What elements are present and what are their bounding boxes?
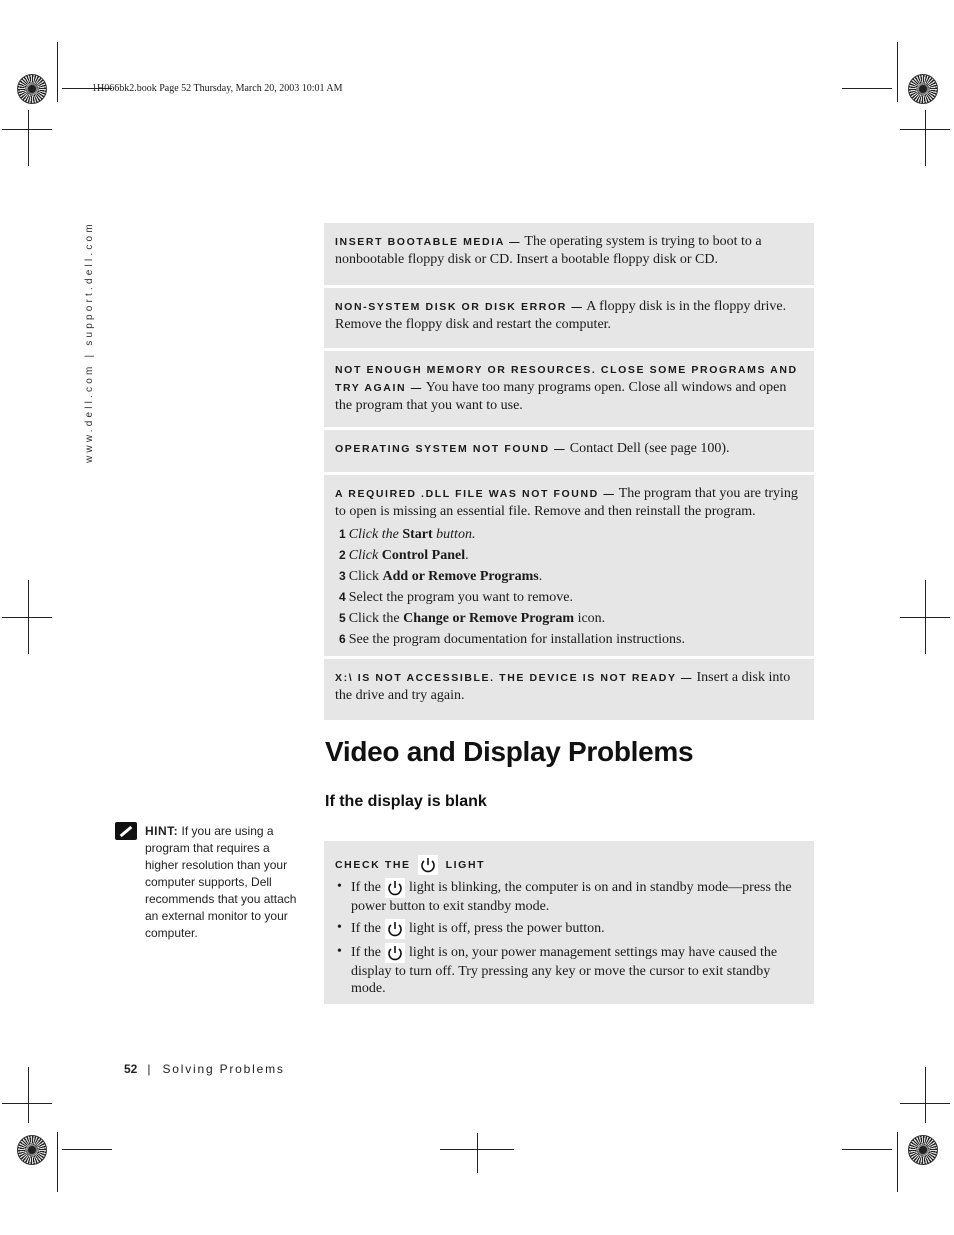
- list-item: • If the light is on, your power management settings may have caused the display to turn off. Try pressing any key or move the cursor to exit standby mode.: [335, 943, 804, 997]
- error-text: A floppy disk is in the floppy drive. Remove the floppy disk and restart the computer.: [335, 299, 787, 332]
- dll-steps-list: [339, 524, 804, 650]
- list-item: 2 Click Control Panel.: [339, 548, 469, 563]
- error-box-insert-bootable-media: [324, 223, 814, 285]
- error-text: The program that you are trying to open is missing an essential file. Remove and then reinstall the program.: [335, 486, 798, 519]
- list-item: 4 Select the program you want to remove.: [339, 590, 574, 605]
- hint-label: HINT:: [145, 824, 179, 838]
- error-box-device-not-ready: [324, 659, 814, 720]
- registration-rosette-icon: [17, 1135, 47, 1165]
- check-light-bullets: [335, 878, 804, 997]
- check-light-box: [324, 841, 814, 1004]
- error-box-os-not-found: [324, 430, 814, 472]
- registration-rosette-icon: [17, 74, 47, 104]
- hint-text: If you are using a program that requires a higher resolution than your computer supports, Dell recommends that you attach an external monitor to your computer.: [145, 824, 297, 940]
- hint-note: [145, 823, 301, 942]
- power-icon: [385, 919, 405, 939]
- error-box-dll-not-found: [324, 475, 814, 656]
- pencil-note-icon: [115, 822, 137, 840]
- section-subtitle: If the display is blank: [325, 793, 487, 810]
- list-item: 6 See the program documentation for installation instructions.: [339, 632, 686, 647]
- error-text: You have too many programs open. Close all windows and open the program that you want to use.: [335, 380, 787, 413]
- error-title: OPERATING SYSTEM NOT FOUND —: [335, 443, 567, 455]
- registration-rosette-icon: [908, 74, 938, 104]
- error-box-non-system-disk: [324, 288, 814, 348]
- footer-section: Solving Problems: [162, 1062, 285, 1076]
- error-title: X:\ IS NOT ACCESSIBLE. THE DEVICE IS NOT READY —: [335, 672, 694, 684]
- error-title: NOT ENOUGH MEMORY OR RESOURCES. CLOSE SOME PROGRAMS AND TRY AGAIN —: [335, 364, 798, 394]
- section-title: Video and Display Problems: [325, 736, 694, 767]
- power-icon: [418, 855, 438, 875]
- error-title: A REQUIRED .DLL FILE WAS NOT FOUND —: [335, 488, 616, 500]
- registration-rosette-icon: [908, 1135, 938, 1165]
- power-icon: [385, 878, 405, 898]
- error-text: Insert a disk into the drive and try again.: [335, 670, 791, 703]
- list-item: 1 Click the Start button.: [339, 527, 476, 542]
- error-text: Contact Dell (see page 100).: [569, 441, 730, 456]
- error-text: The operating system is trying to boot to a nonbootable floppy disk or CD. Insert a bootable floppy disk or CD.: [335, 234, 762, 267]
- list-item: 3 Click Add or Remove Programs.: [339, 569, 543, 584]
- check-light-title: CHECK THE LIGHT: [335, 855, 804, 875]
- error-box-not-enough-memory: [324, 351, 814, 427]
- list-item: • If the light is off, press the power button.: [335, 919, 804, 939]
- list-item: • If the light is blinking, the computer is on and in standby mode—press the power button to exit standby mode.: [335, 878, 804, 915]
- page-footer: [124, 1062, 285, 1076]
- power-icon: [385, 943, 405, 963]
- footer-separator: |: [147, 1062, 151, 1076]
- print-header: 1H066bk2.book Page 52 Thursday, March 20, 2003 10:01 AM: [92, 83, 343, 94]
- sidebar-url: www.dell.com | support.dell.com: [84, 221, 95, 463]
- error-title: NON-SYSTEM DISK OR DISK ERROR —: [335, 301, 584, 313]
- error-title: INSERT BOOTABLE MEDIA —: [335, 236, 522, 248]
- page-number: 52: [124, 1062, 138, 1076]
- list-item: 5 Click the Change or Remove Program icon.: [339, 611, 606, 626]
